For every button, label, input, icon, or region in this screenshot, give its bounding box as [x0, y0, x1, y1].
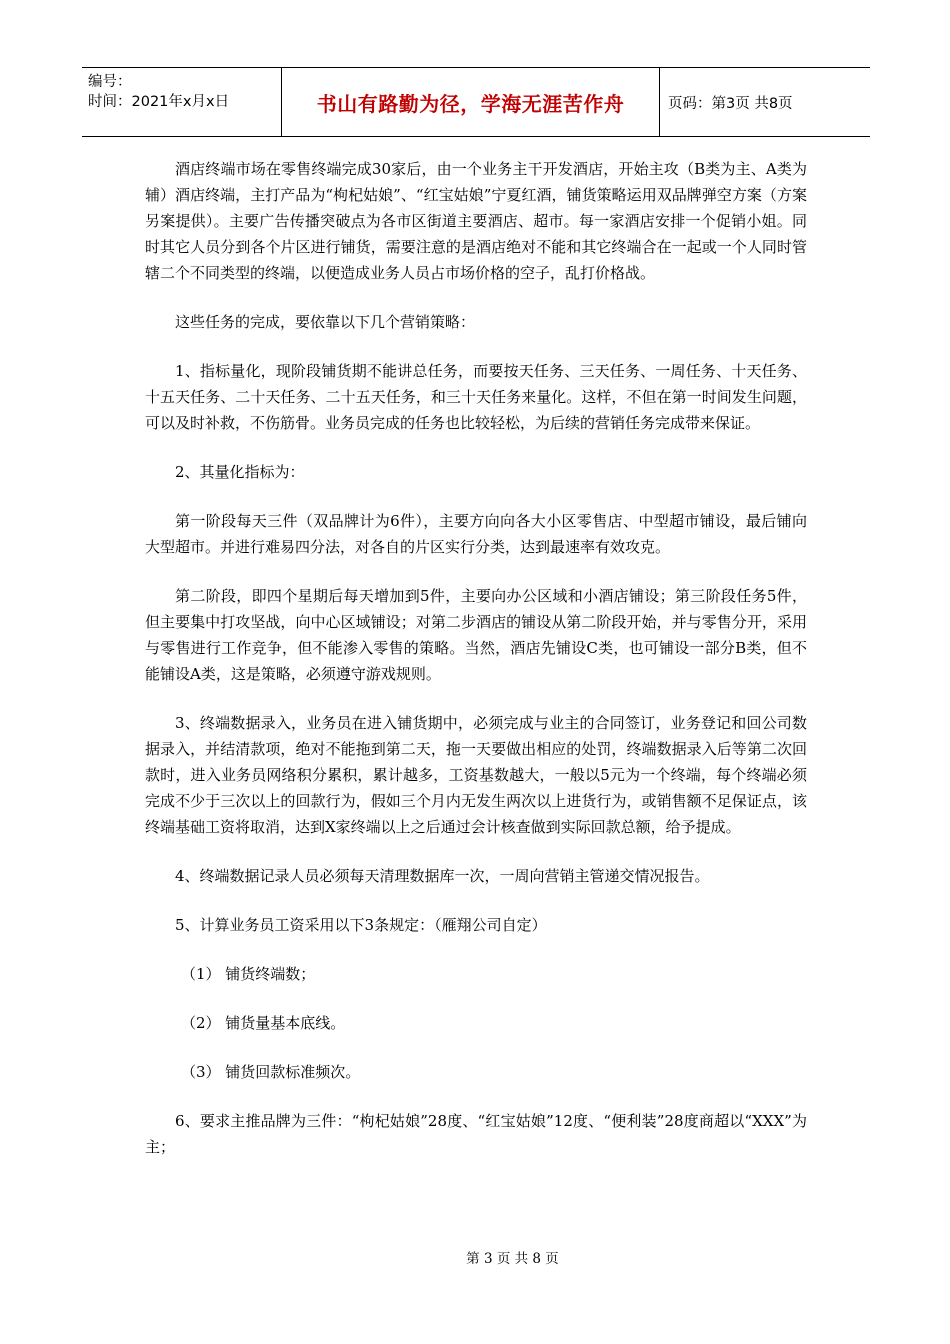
paragraph-point-1: 1、指标量化，现阶段铺货期不能讲总任务，而要按天任务、三天任务、一周任务、十天任务、十五天任务、二十天任务、二十五天任务，和三十天任务来量化。这样，不但在第一时间发生问题，可以及时补救，不伤筋骨。业务员完成的任务也比较轻松，为后续的营销任务完成带来保证。	[145, 362, 807, 432]
paragraph-point-6: 6、要求主推品牌为三件：“枸杞姑娘”28度、“红宝姑娘”12度、“便利装”28度商超以“XXX”为主；	[145, 1112, 807, 1156]
document-date: 时间：2021年x月x日	[88, 94, 230, 110]
paragraph-strategies-intro: 这些任务的完成，要依靠以下几个营销策略：	[175, 313, 476, 331]
document-body	[145, 156, 807, 1183]
paragraph-point-3: 3、终端数据录入，业务员在进入铺货期中，必须完成与业主的合同签订，业务登记和回公司数据录入，并结清款项，绝对不能拖到第二天，拖一天要做出相应的处罚，终端数据录入后等第二次回款时，进入业务员网络积分累积，累计越多，工资基数越大，一般以5元为一个终端，每个终端必须完成不少于三次以上的回款行为，假如三个月内无发生两次以上进货行为，或销售额不足保证点，该终端基础工资将取消，达到X家终端以上之后通过会计核查做到实际回款总额，给予提成。	[145, 714, 807, 836]
paragraph-stage-2: 第二阶段，即四个星期后每天增加到5件，主要向办公区域和小酒店铺设；第三阶段任务5件，但主要集中打攻坚战，向中心区域铺设；对第二步酒店的铺设从第二阶段开始，并与零售分开，采用与零售进行工作竞争，但不能渗入零售的策略。当然，酒店先铺设C类，也可铺设一部分B类，但不能铺设A类，这是策略，必须遵守游戏规则。	[145, 587, 807, 683]
paragraph-hotel-market: 酒店终端市场在零售终端完成30家后，由一个业务主干开发酒店，开始主攻（B类为主、A类为辅）酒店终端，主打产品为“枸杞姑娘”、“红宝姑娘”宁夏红酒，铺货策略运用双品牌弹空方案（方案另案提供）。主要广告传播突破点为各市区街道主要酒店、超市。每一家酒店安排一个促销小姐。同时其它人员分到各个片区进行铺货，需要注意的是酒店绝对不能和其它终端合在一起或一个人同时管辖二个不同类型的终端，以便造成业务人员占市场价格的空子，乱打价格战。	[145, 160, 807, 282]
header-meta	[82, 68, 282, 136]
page-footer: 第 3 页 共 8 页	[466, 1251, 559, 1267]
page-header	[82, 67, 870, 137]
list-item-3: （3） 铺货回款标准频次。	[181, 1063, 361, 1081]
paragraph-point-2: 2、其量化指标为：	[175, 463, 305, 481]
list-item-1: （1） 铺货终端数；	[181, 965, 316, 983]
list-item-2: （2） 铺货量基本底线。	[181, 1014, 346, 1032]
header-motto: 书山有路勤为径，学海无涯苦作舟	[282, 68, 660, 136]
document-number-label: 编号：	[88, 74, 132, 90]
paragraph-stage-1: 第一阶段每天三件（双品牌计为6件），主要方向向各大小区零售店、中型超市铺设，最后铺向大型超市。并进行难易四分法，对各自的片区实行分类，达到最速率有效攻克。	[145, 512, 807, 556]
paragraph-point-5: 5、计算业务员工资采用以下3条规定：（雁翔公司自定）	[175, 916, 547, 934]
paragraph-point-4: 4、终端数据记录人员必须每天清理数据库一次，一周向营销主管递交情况报告。	[175, 867, 710, 885]
header-page-info: 页码：第3页 共8页	[668, 95, 793, 112]
